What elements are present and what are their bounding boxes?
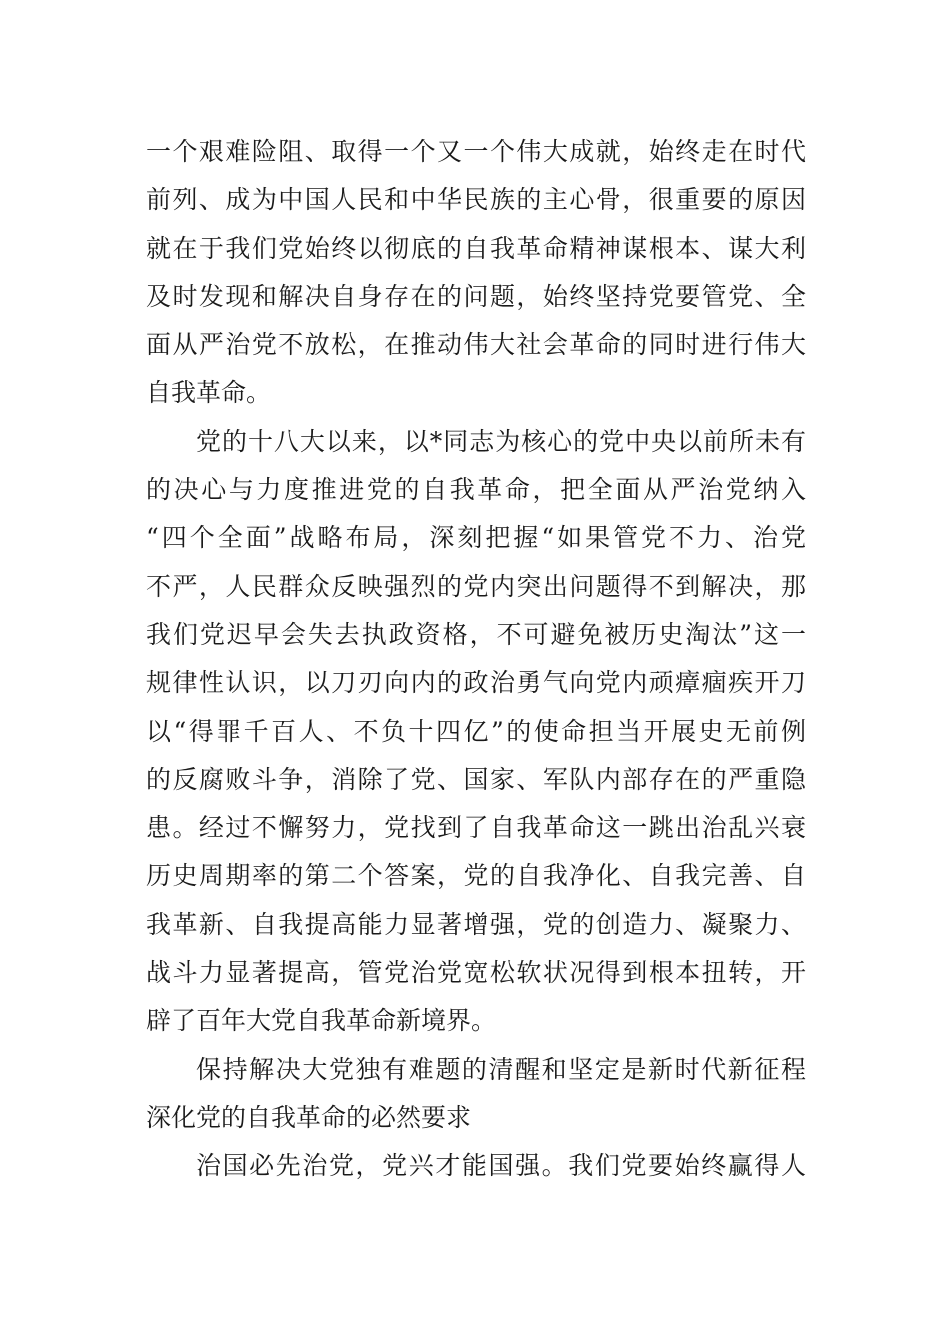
text-line-2: 前列、成为中国人民和中华民族的主心骨，很重要的原因	[146, 185, 806, 215]
text-line-21: 深化党的自我革命的必然要求	[146, 1102, 472, 1132]
text-line-11: 我们党迟早会失去执政资格，不可避免被历史淘汰”这一	[146, 619, 806, 649]
text-line-12: 规律性认识，以刀刃向内的政治勇气向党内顽瘴痼疾开刀	[146, 668, 806, 698]
text-line-5: 面从严治党不放松，在推动伟大社会革命的同时进行伟大	[146, 330, 806, 360]
text-line-4: 及时发现和解决自身存在的问题，始终坚持党要管党、全	[146, 281, 806, 311]
text-line-10: 不严，人民群众反映强烈的党内突出问题得不到解决，那	[146, 571, 806, 601]
text-line-22: 治国必先治党，党兴才能国强。我们党要始终赢得人	[196, 1151, 806, 1181]
text-line-7: 党的十八大以来，以*同志为核心的党中央以前所未有	[196, 426, 806, 456]
text-line-3: 就在于我们党始终以彻底的自我革命精神谋根本、谋大利	[146, 233, 806, 263]
text-line-13: 以“得罪千百人、不负十四亿”的使命担当开展史无前例	[146, 716, 806, 746]
text-line-15: 患。经过不懈努力，党找到了自我革命这一跳出治乱兴衰	[146, 813, 806, 843]
text-line-1: 一个艰难险阻、取得一个又一个伟大成就，始终走在时代	[146, 137, 806, 166]
text-line-8: 的决心与力度推进党的自我革命，把全面从严治党纳入	[146, 475, 806, 505]
text-line-19: 辟了百年大党自我革命新境界。	[146, 1006, 497, 1036]
text-line-18: 战斗力显著提高，管党治党宽松软状况得到根本扭转，开	[146, 958, 806, 988]
text-line-17: 我革新、自我提高能力显著增强，党的创造力、凝聚力、	[146, 909, 806, 939]
text-line-16: 历史周期率的第二个答案，党的自我净化、自我完善、自	[146, 861, 806, 891]
document-body	[146, 128, 806, 1191]
text-line-20: 保持解决大党独有难题的清醒和坚定是新时代新征程	[196, 1054, 806, 1084]
text-line-14: 的反腐败斗争，消除了党、国家、军队内部存在的严重隐	[146, 764, 806, 794]
text-line-9: “四个全面”战略布局，深刻把握“如果管党不力、治党	[146, 523, 806, 553]
text-line-6: 自我革命。	[146, 378, 272, 408]
